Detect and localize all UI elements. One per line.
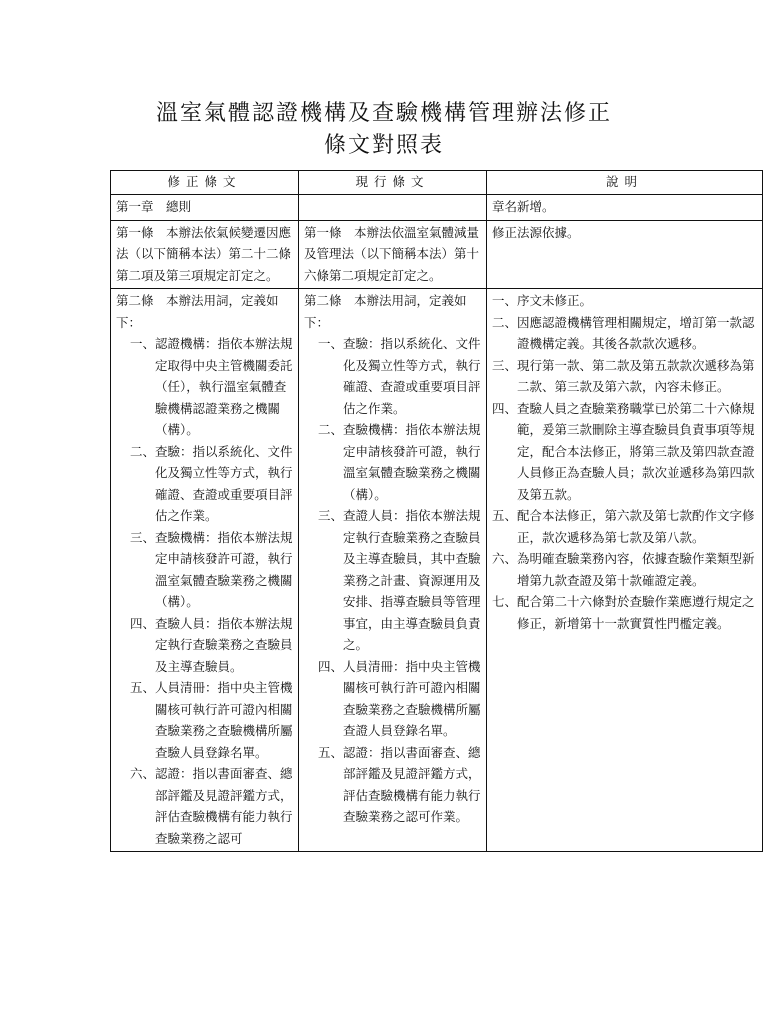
list-item (130, 677, 293, 763)
item-text: 查驗機構：指依本辦法規定申請核發許可證，執行溫室氣體查驗業務之機關（構）。 (343, 422, 481, 502)
item-text: 查驗機構：指依本辦法規定申請核發許可證，執行溫室氣體查驗業務之機關（構）。 (155, 529, 293, 609)
explanation-list (492, 290, 757, 634)
header-amended: 修正條文 (111, 171, 299, 195)
item-text: 因應認證機構管理相關規定，增訂第一款認證機構定義。其後各款款次遞移。 (517, 314, 755, 351)
item-marker: 五、 (318, 744, 344, 760)
list-item (318, 333, 481, 419)
item-text: 查驗：指以系統化、文件化及獨立性等方式，執行確證、查證或重要項目評估之作業。 (343, 336, 481, 416)
amended-cell (111, 289, 299, 852)
item-marker: 五、 (130, 680, 156, 695)
explanation-cell: 章名新增。 (487, 195, 763, 221)
item-marker: 七、 (492, 594, 518, 609)
amended-cell: 第一章 總則 (111, 195, 299, 221)
item-text: 查證人員：指依本辦法規定執行查驗業務之查驗員及主導查驗員，其中查驗業務之計畫、資源運用及安排、指導查驗員等管理事宜，由主導查驗員負責之。 (343, 508, 481, 652)
list-item (492, 548, 757, 591)
item-marker: 一、 (130, 336, 156, 351)
item-text: 查驗：指以系統化、文件化及獨立性等方式，執行確證、查證或重要項目評估之作業。 (155, 443, 293, 523)
list-item (492, 312, 757, 355)
item-marker: 四、 (492, 400, 518, 416)
current-cell (299, 195, 487, 221)
title-line-1: 溫室氣體認證機構及查驗機構管理辦法修正 (155, 101, 612, 126)
explanation-cell: 修正法源依據。 (487, 220, 763, 289)
list-item (492, 355, 757, 398)
item-marker: 六、 (130, 766, 156, 781)
table-row (111, 195, 763, 221)
item-text: 查驗人員之查驗業務職掌已於第二十六條規範，爰第三款刪除主導查驗員負責事項等規定，配合本法修正，將第三款及第四款查證人員修正為查驗人員；款次並遞移為第四款及第五款。 (517, 400, 755, 502)
table-row (111, 289, 763, 852)
list-item (130, 613, 293, 678)
current-cell: 第一條 本辦法依溫室氣體減量及管理法（以下簡稱本法）第十六條第二項規定訂定之。 (299, 220, 487, 289)
list-item (130, 441, 293, 527)
list-item (130, 333, 293, 441)
item-marker: 一、 (492, 293, 518, 308)
item-marker: 二、 (130, 443, 156, 459)
item-text: 現行第一款、第二款及第五款款次遞移為第二款、第三款及第六款，內容未修正。 (517, 357, 755, 394)
document-title (0, 98, 768, 162)
item-marker: 六、 (492, 551, 518, 566)
item-text: 配合本法修正，第六款及第七款酌作文字修正，款次遞移為第七款及第八款。 (517, 508, 755, 545)
list-item (492, 505, 757, 548)
item-marker: 三、 (130, 529, 156, 545)
item-marker: 五、 (492, 508, 518, 523)
title-line-2: 條文對照表 (323, 133, 444, 158)
list-item (492, 591, 757, 634)
list-item (130, 763, 293, 849)
list-item (318, 742, 481, 828)
item-text: 人員清冊：指中央主管機關核可執行許可證內相關查驗業務之查驗機構所屬查證人員登錄名單。 (343, 658, 481, 738)
definition-list (304, 333, 481, 828)
table-row (111, 220, 763, 289)
item-text: 配合第二十六條對於查驗作業應遵行規定之修正，新增第十一款實質性門檻定義。 (517, 594, 755, 631)
item-marker: 一、 (318, 336, 344, 351)
list-item (318, 505, 481, 656)
item-marker: 三、 (318, 508, 344, 523)
list-item (130, 527, 293, 613)
definition-list (116, 333, 293, 849)
item-marker: 四、 (130, 615, 156, 631)
item-text: 認證：指以書面審查、總部評鑑及見證評鑑方式，評估查驗機構有能力執行查驗業務之認可作業。 (343, 744, 481, 824)
header-current: 現行條文 (299, 171, 487, 195)
item-marker: 二、 (318, 422, 344, 437)
current-cell (299, 289, 487, 852)
list-item (492, 398, 757, 506)
list-item (318, 656, 481, 742)
comparison-table (110, 170, 763, 852)
article-lead: 第二條 本辦法用詞，定義如下： (304, 293, 467, 330)
explanation-cell (487, 289, 763, 852)
item-marker: 三、 (492, 357, 518, 373)
item-marker: 二、 (492, 314, 518, 330)
item-text: 查驗人員：指依本辦法規定執行查驗業務之查驗員及主導查驗員。 (155, 615, 293, 674)
list-item (492, 290, 757, 312)
article-lead: 第二條 本辦法用詞，定義如下： (116, 293, 279, 330)
list-item (318, 419, 481, 505)
header-row (111, 171, 763, 195)
item-text: 認證：指以書面審查、總部評鑑及見證評鑑方式，評估查驗機構有能力執行查驗業務之認可 (155, 766, 293, 846)
item-text: 認證機構：指依本辦法規定取得中央主管機關委託（任），執行溫室氣體查驗機構認證業務之機關（構）。 (155, 336, 293, 437)
item-marker: 四、 (318, 658, 344, 674)
item-text: 人員清冊：指中央主管機關核可執行許可證內相關查驗業務之查驗機構所屬查驗人員登錄名單。 (155, 680, 293, 760)
amended-cell: 第一條 本辦法依氣候變遷因應法（以下簡稱本法）第二十二條第二項及第三項規定訂定之。 (111, 220, 299, 289)
item-text: 序文未修正。 (517, 293, 593, 308)
header-explanation: 說明 (487, 171, 763, 195)
item-text: 為明確查驗業務內容，依據查驗作業類型新增第九款查證及第十款確證定義。 (517, 551, 755, 588)
